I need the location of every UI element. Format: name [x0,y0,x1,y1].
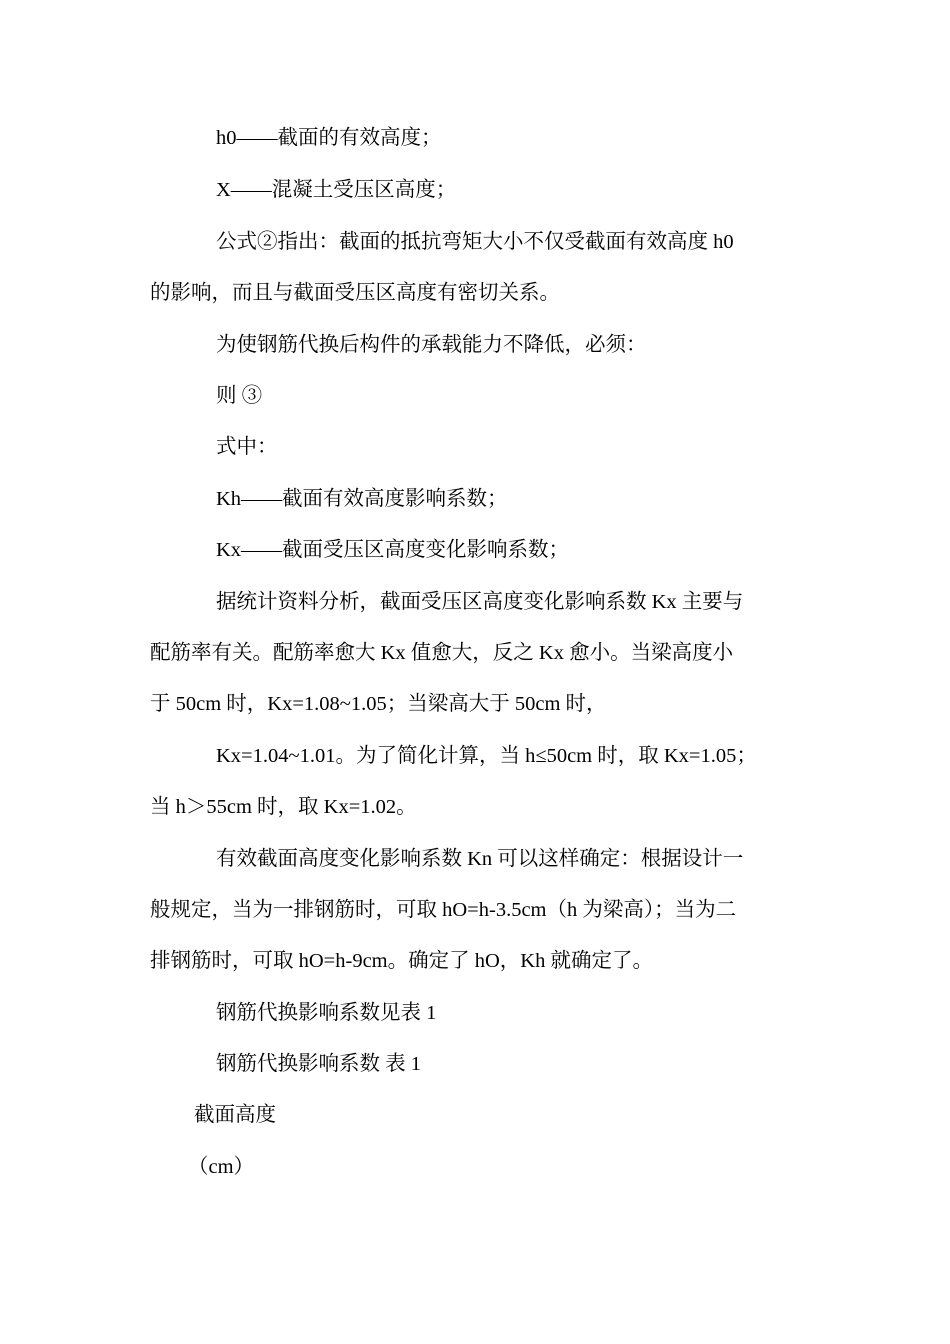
paragraph-simplify-line2: 当 h＞55cm 时，取 Kx=1.02。 [150,796,417,818]
table-header-unit: （cm） [188,1156,255,1178]
definition-kh: Kh——截面有效高度影响系数； [216,488,508,510]
paragraph-stats-line2: 配筋率有关。配筋率愈大 Kx 值愈大，反之 Kx 愈小。当梁高度小 [150,642,734,664]
table-header-section-height: 截面高度 [194,1104,276,1126]
paragraph-formula2-line2: 的影响，而且与截面受压区高度有密切关系。 [150,282,560,304]
paragraph-formula2-line1: 公式②指出：截面的抵抗弯矩大小不仅受截面有效高度 h0 [216,231,734,253]
paragraph-stats-line3: 于 50cm 时，Kx=1.08~1.05；当梁高大于 50cm 时， [150,693,607,715]
definition-h0: h0——截面的有效高度； [216,127,442,149]
table-reference: 钢筋代换影响系数见表 1 [216,1002,437,1024]
paragraph-kn-line2: 般规定，当为一排钢筋时，可取 hO=h-3.5cm（h 为梁高）；当为二 [150,899,737,921]
paragraph-stats-line1: 据统计资料分析，截面受压区高度变化影响系数 Kx 主要与 [216,591,744,613]
paragraph-simplify-line1: Kx=1.04~1.01。为了简化计算，当 h≤50cm 时，取 Kx=1.05； [216,745,757,767]
where-label: 式中： [216,436,278,458]
formula3-label: 则 ③ [216,385,263,407]
paragraph-kn-line3: 排钢筋时，可取 hO=h-9cm。确定了 hO，Kh 就确定了。 [150,950,653,972]
paragraph-requirement: 为使钢筋代换后构件的承载能力不降低，必须： [216,334,647,356]
definition-x: X——混凝土受压区高度； [216,179,457,201]
definition-kx: Kx——截面受压区高度变化影响系数； [216,539,570,561]
paragraph-kn-line1: 有效截面高度变化影响系数 Kn 可以这样确定：根据设计一 [216,848,744,870]
table-caption: 钢筋代换影响系数 表 1 [216,1053,421,1075]
